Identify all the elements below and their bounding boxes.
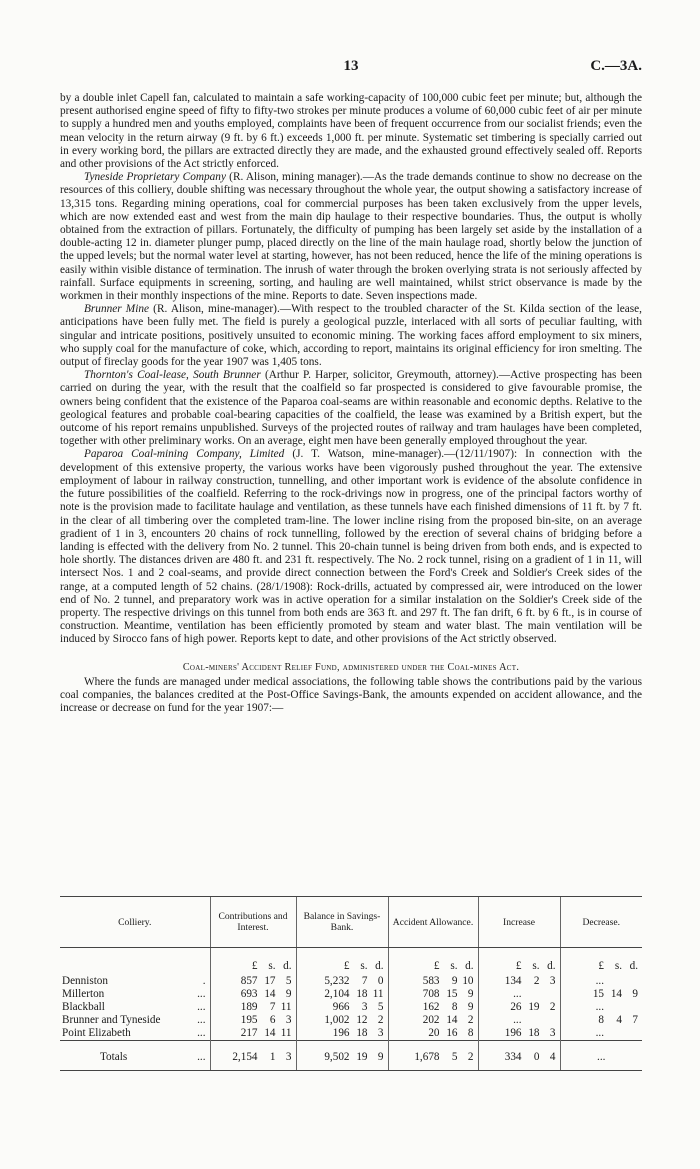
amount-pence <box>540 1014 560 1027</box>
amount-pounds: 8 <box>598 1014 604 1026</box>
amount-shillings: 18 <box>356 988 368 1000</box>
amount-pence: 4 <box>549 1051 556 1063</box>
totals-label-cell <box>60 1041 210 1071</box>
amount-pounds: 196 <box>332 1027 350 1039</box>
leader-dots: ... <box>197 988 206 1000</box>
fund-table <box>60 896 642 1071</box>
units-cell <box>560 948 642 974</box>
amount-pence: 9 <box>285 988 292 1000</box>
units-cell <box>210 948 296 974</box>
colliery-name: Point Elizabeth <box>62 1027 131 1039</box>
amount-pence: 11 <box>280 1001 292 1013</box>
amount-pounds: ... <box>513 1014 522 1026</box>
units-cell <box>478 948 560 974</box>
col-header-colliery: Colliery. <box>60 897 210 948</box>
balance-cell <box>296 1001 388 1014</box>
col-header-contributions: Contributions and Interest. <box>210 897 296 948</box>
amount-shillings: 15 <box>446 988 458 1000</box>
colliery-name: Blackball <box>62 1001 105 1013</box>
amount-pence: 3 <box>549 975 556 987</box>
decrease-cell <box>560 1014 642 1027</box>
paragraph-lead: Paparoa Coal-mining Company, Limited <box>84 448 285 461</box>
accident-total <box>388 1041 478 1071</box>
unit-pound: £ <box>433 960 440 972</box>
paragraph-text: (R. Alison, mine-manager).—With respect to the troubled character of the St. Kilda section of the lease, anticipations have been fully met. The field is purely a geological puzzle, interlaced with all sorts of peculiar faulting, with singular and intricate positions, positively unsuited to economic mining. The working faces afford employment to six miners, who supply coal for the manufacture of coke, which, according to report, maintains its original efficiency for iron smelting. The output of fireclay goods for the year 1907 was 1,405 tons. <box>60 303 642 369</box>
colliery-name-cell <box>60 1014 210 1027</box>
heading-part: Coal-mines Act. <box>447 661 520 673</box>
amount-pence: 10 <box>462 975 474 987</box>
table-row <box>60 1001 642 1014</box>
decrease-cell <box>560 1001 642 1014</box>
amount-pence: 7 <box>632 1014 638 1026</box>
amount-pounds: ... <box>595 975 604 987</box>
contributions-cell <box>210 1014 296 1027</box>
accident-cell <box>388 1014 478 1027</box>
amount-pence: 2 <box>467 1014 474 1026</box>
leader-dots: ... <box>197 1051 206 1063</box>
paragraph-tyneside <box>60 171 642 303</box>
accident-cell <box>388 973 478 988</box>
amount-pence: 0 <box>377 975 384 987</box>
col-header-decrease: Decrease. <box>560 897 642 948</box>
amount-shillings: 14 <box>264 1027 276 1039</box>
contributions-cell <box>210 1001 296 1014</box>
page-number: 13 <box>343 58 359 74</box>
unit-shilling: s. <box>360 960 368 972</box>
col-header-balance: Balance in Savings-Bank. <box>296 897 388 948</box>
amount-shillings: 19 <box>528 1001 540 1013</box>
amount-pence: 3 <box>285 1014 292 1026</box>
amount-shillings: 16 <box>446 1027 458 1039</box>
amount-pence: 2 <box>549 1001 556 1013</box>
accident-cell <box>388 1027 478 1041</box>
amount-shillings: 4 <box>616 1014 622 1026</box>
increase-cell <box>478 1027 560 1041</box>
contributions-cell <box>210 988 296 1001</box>
amount-shillings: 14 <box>264 988 276 1000</box>
amount-shillings: 7 <box>269 1001 276 1013</box>
paragraph-lead: Tyneside Proprietary Company <box>84 171 226 184</box>
heading-part: administered under the <box>342 661 448 673</box>
paragraph-lead: Brunner Mine <box>84 303 150 316</box>
amount-shillings: 18 <box>356 1027 368 1039</box>
amount-pounds: 26 <box>510 1001 522 1013</box>
amount-pounds: ... <box>513 988 522 1000</box>
amount-pounds: 15 <box>592 988 604 1000</box>
paragraph-brunner <box>60 303 642 369</box>
increase-cell <box>478 1001 560 1014</box>
totals-label: Totals <box>100 1051 128 1063</box>
amount-pence: 11 <box>280 1027 292 1039</box>
paragraph-text: by a double inlet Capell fan, calculated to maintain a safe working-capacity of 100,000 cubic feet per minute; but, although the present authorised engine speed of fifty to fifty-two strokes per minute produces a volume of 60,000 cubic feet of air per minute to supply a hundred men and youths employed, complaints have been of frequent occurrence from our socialist friends; even the mean velocity in the return airway (9 ft. by 6 ft.) exceeds 1,000 ft. per minute. Systematic set timbering is specially carried out in every working bord, the pillars are extracted directly they are made, and the exhausted ground effectively sealed off. Reports and other provisions of the Act strictly enforced. <box>60 92 642 171</box>
unit-pence: d. <box>375 960 384 972</box>
unit-pound: £ <box>343 960 350 972</box>
paragraph-lead: Thornton's Coal-lease, South Brunner <box>84 369 261 382</box>
unit-shilling: s. <box>614 960 622 972</box>
amount-shillings: 7 <box>361 975 368 987</box>
units-cell <box>388 948 478 974</box>
unit-shilling: s. <box>268 960 276 972</box>
amount-shillings <box>604 975 622 988</box>
amount-shillings <box>522 1014 540 1027</box>
balance-cell <box>296 1027 388 1041</box>
amount-shillings: 2 <box>533 975 540 987</box>
amount-shillings: 12 <box>356 1014 368 1026</box>
colliery-name: Brunner and Tyneside <box>62 1014 161 1026</box>
amount-pence: 3 <box>549 1027 556 1039</box>
unit-pound: £ <box>515 960 522 972</box>
amount-pounds: 583 <box>422 975 440 987</box>
paragraph-thornton <box>60 369 642 448</box>
amount-shillings: 9 <box>451 975 458 987</box>
amount-shillings: 8 <box>451 1001 458 1013</box>
amount-pounds: 693 <box>240 988 258 1000</box>
decrease-cell <box>560 973 642 988</box>
amount-shillings: 18 <box>528 1027 540 1039</box>
amount-pence: 11 <box>372 988 384 1000</box>
unit-pence: d. <box>283 960 292 972</box>
increase-cell <box>478 988 560 1001</box>
page-header <box>60 58 642 80</box>
colliery-name-cell <box>60 1001 210 1014</box>
paragraph-text: (Arthur P. Harper, solicitor, Greymouth, attorney).—Active prospecting has been carried on during the year, with the result that the coalfield so far prospected is considered to give favourable promise, the owners being confident that the existence of the Paparoa coal-seams are within reasonable and economic depths. Relative to the geological features and probable coal-bearing capacities of the coalfield, the lease was examined by a British expert, but the outcome of his report remains unpublished. Surveys of the projected routes of railway and tram haulages have been completed, together with other preliminary works. On an average, eight men have been generally employed throughout the year. <box>60 369 643 448</box>
amount-shillings: 6 <box>269 1014 276 1026</box>
accident-cell <box>388 1001 478 1014</box>
col-header-increase: Increase <box>478 897 560 948</box>
heading-part: Coal-miners' Accident Relief Fund, <box>182 661 343 673</box>
amount-shillings: 17 <box>264 975 276 987</box>
amount-pence: 8 <box>467 1027 474 1039</box>
units-cell <box>296 948 388 974</box>
body-text <box>60 92 642 715</box>
amount-pence: 9 <box>467 988 474 1000</box>
amount-shillings: 0 <box>533 1051 540 1063</box>
table-header-row <box>60 897 642 948</box>
amount-shillings: 3 <box>361 1001 368 1013</box>
amount-shillings: 14 <box>446 1014 458 1026</box>
section-intro: Where the funds are managed under medical associations, the following table shows the contributions paid by the various coal companies, the balances credited at the Post-Office Savings-Bank, the amounts expended on accident allowance, and the increase or decrease on fund for the year 1907:— <box>60 675 642 715</box>
table-row <box>60 1027 642 1041</box>
amount-pounds: 134 <box>504 975 522 987</box>
amount-pounds: 5,232 <box>324 975 350 987</box>
amount-pounds: 162 <box>422 1001 440 1013</box>
amount-pence: 9 <box>632 988 638 1000</box>
colliery-name-cell <box>60 988 210 1001</box>
unit-pound: £ <box>251 960 258 972</box>
amount-pounds: 202 <box>422 1014 440 1026</box>
unit-pence: d. <box>465 960 474 972</box>
unit-pence: d. <box>629 960 638 972</box>
colliery-name-cell <box>60 1027 210 1041</box>
amount-shillings: 5 <box>451 1051 458 1063</box>
balance-cell <box>296 1014 388 1027</box>
table-body <box>60 948 642 1071</box>
amount-pounds: 217 <box>240 1027 258 1039</box>
decrease-cell <box>560 1027 642 1041</box>
amount-pounds: 2,104 <box>324 988 350 1000</box>
amount-pence <box>622 1001 642 1014</box>
balance-total <box>296 1041 388 1071</box>
amount-pounds: 966 <box>332 1001 350 1013</box>
increase-total <box>478 1041 560 1071</box>
section-heading <box>60 661 642 674</box>
fund-table-container <box>60 896 642 1071</box>
amount-pence <box>622 1027 642 1040</box>
increase-cell <box>478 973 560 988</box>
amount-pence <box>622 975 642 988</box>
units-row <box>60 948 642 974</box>
contributions-cell <box>210 973 296 988</box>
table-row <box>60 1014 642 1027</box>
amount-shillings: 1 <box>269 1051 276 1063</box>
leader-dots: ... <box>197 1014 206 1026</box>
amount-pence: 2 <box>467 1051 474 1063</box>
increase-cell <box>478 1014 560 1027</box>
paragraph-paparoa <box>60 448 642 646</box>
amount-pence: 5 <box>377 1001 384 1013</box>
balance-cell <box>296 973 388 988</box>
accident-cell <box>388 988 478 1001</box>
balance-cell <box>296 988 388 1001</box>
paragraph-text: (J. T. Watson, mine-manager).—(12/11/1907): In connection with the development of this extensive property, the various works have been vigorously pushed throughout the year. The extensive employment of labour in railway construction, tunnelling, and other important work is evidence of the absolute confidence in the future possibilities of the coalfield. Referring to the rock-drivings now in progress, one of the principal factors worthy of note is the provision made to facilitate haulage and ventilation, as these tunnels have each finished dimensions of 11 ft. by 7 ft. in the clear of all timbering over the completed tram-line. The lower incline rising from the proposed bin-site, on an average gradient of 1 in 3, encounters 20 chains of rock tunnelling, followed by the erection of several chains of bridging before a landing is effected with the delivery from No. 2 tunnel. This 20-chain tunnel is being driven from both ends, and is expected to hole shortly. The distances driven are 480 ft. and 231 ft. respectively. The No. 2 rock tunnel, rising on a gradient of 1 in 11, will intersect Nos. 1 and 2 coal-seams, and provide direct connection between the Ford's Creek and Soldier's Creek sides of the range, at a computed length of 52 chains. (28/1/1908): Rock-drills, actuated by compressed air, were introduced on the lower end of No. 2 tunnel, and preparatory work was in active operation for a similar instalation on the Soldier's Creek side of the property. The respective drivings on this tunnel from both ends are 363 ft. and 297 ft. The fan drift, 6 ft. by 6 ft., is in course of construction. Meantime, ventilation has been efficiently promoted by steam and water blast. The main ventilation will be induced by Sirocco fans of high power. Reports kept to date, and other provisions of the Act strictly observed. <box>60 448 643 646</box>
decrease-cell <box>560 988 642 1001</box>
amount-pounds: 2,154 <box>232 1051 258 1063</box>
paragraph-fan <box>60 92 642 171</box>
amount-pounds: 1,002 <box>324 1014 350 1026</box>
amount-pounds: 20 <box>428 1027 440 1039</box>
leader-dots: . <box>202 975 206 987</box>
document-reference: C.—3A. <box>590 58 642 74</box>
amount-pence: 2 <box>377 1014 384 1026</box>
amount-pence: 3 <box>377 1027 384 1039</box>
contributions-cell <box>210 1027 296 1041</box>
amount-pounds: ... <box>595 1027 604 1039</box>
amount-shillings: 19 <box>356 1051 368 1063</box>
amount-pence: 3 <box>285 1051 292 1063</box>
units-blank <box>60 948 210 974</box>
amount-pounds: ... <box>595 1001 604 1013</box>
amount-pounds: 857 <box>240 975 258 987</box>
amount-pounds: 195 <box>240 1014 258 1026</box>
decrease-total <box>560 1041 642 1071</box>
amount-pence: 9 <box>467 1001 474 1013</box>
paragraph-text: (R. Alison, mining manager).—As the trade demands continue to show no decrease on the resources of this colliery, double shifting was necessary throughout the whole year, the output showing a satisfactory increase of 13,315 tons. Regarding mining operations, coal for commercial purposes has been taken exclusively from the upper levels, which are now extended east and west from the main dip haulage to their respective boundaries. Thus, the output is wholly obtained from the extraction of pillars. Fortunately, the difficulty of pumping has been largely set aside by the installation of a double-acting 12 in. diameter plunger pump, placed directly on the line of the main haulage road, shortly below the junction of the upped levels; but the normal water level at starting, however, has not been reduced, hence the life of the mining operations is easily within visible distance of termination. The inrush of water through the broken overlying strata is not seriously affected by rainfall. Surface equipments in screening, sorting, and hauling are well maintained, whilst strict observance is made by the workmen in their monthly inspections of the mine. Reports to date. Seven inspections made. <box>60 171 642 303</box>
table-row <box>60 973 642 988</box>
table-row <box>60 988 642 1001</box>
decrease-total-value: ... <box>597 1051 606 1063</box>
colliery-name: Millerton <box>62 988 105 1000</box>
amount-pounds: 196 <box>504 1027 522 1039</box>
col-header-accident: Accident Allowance. <box>388 897 478 948</box>
amount-pounds: 189 <box>240 1001 258 1013</box>
amount-shillings <box>604 1027 622 1040</box>
amount-pounds: 334 <box>504 1051 522 1063</box>
leader-dots: ... <box>197 1001 206 1013</box>
colliery-name: Denniston <box>62 975 108 987</box>
unit-pence: d. <box>547 960 556 972</box>
amount-pounds: 1,678 <box>414 1051 440 1063</box>
unit-shilling: s. <box>450 960 458 972</box>
amount-pence: 5 <box>285 975 292 987</box>
amount-pounds: 708 <box>422 988 440 1000</box>
colliery-name-cell <box>60 973 210 988</box>
amount-shillings <box>604 1001 622 1014</box>
unit-shilling: s. <box>532 960 540 972</box>
amount-pounds: 9,502 <box>324 1051 350 1063</box>
amount-shillings: 14 <box>610 988 622 1000</box>
contributions-total <box>210 1041 296 1071</box>
amount-pence: 9 <box>377 1051 384 1063</box>
amount-pence <box>540 988 560 1001</box>
totals-row <box>60 1041 642 1071</box>
unit-pound: £ <box>598 960 604 972</box>
amount-shillings <box>522 988 540 1001</box>
leader-dots: ... <box>197 1027 206 1039</box>
